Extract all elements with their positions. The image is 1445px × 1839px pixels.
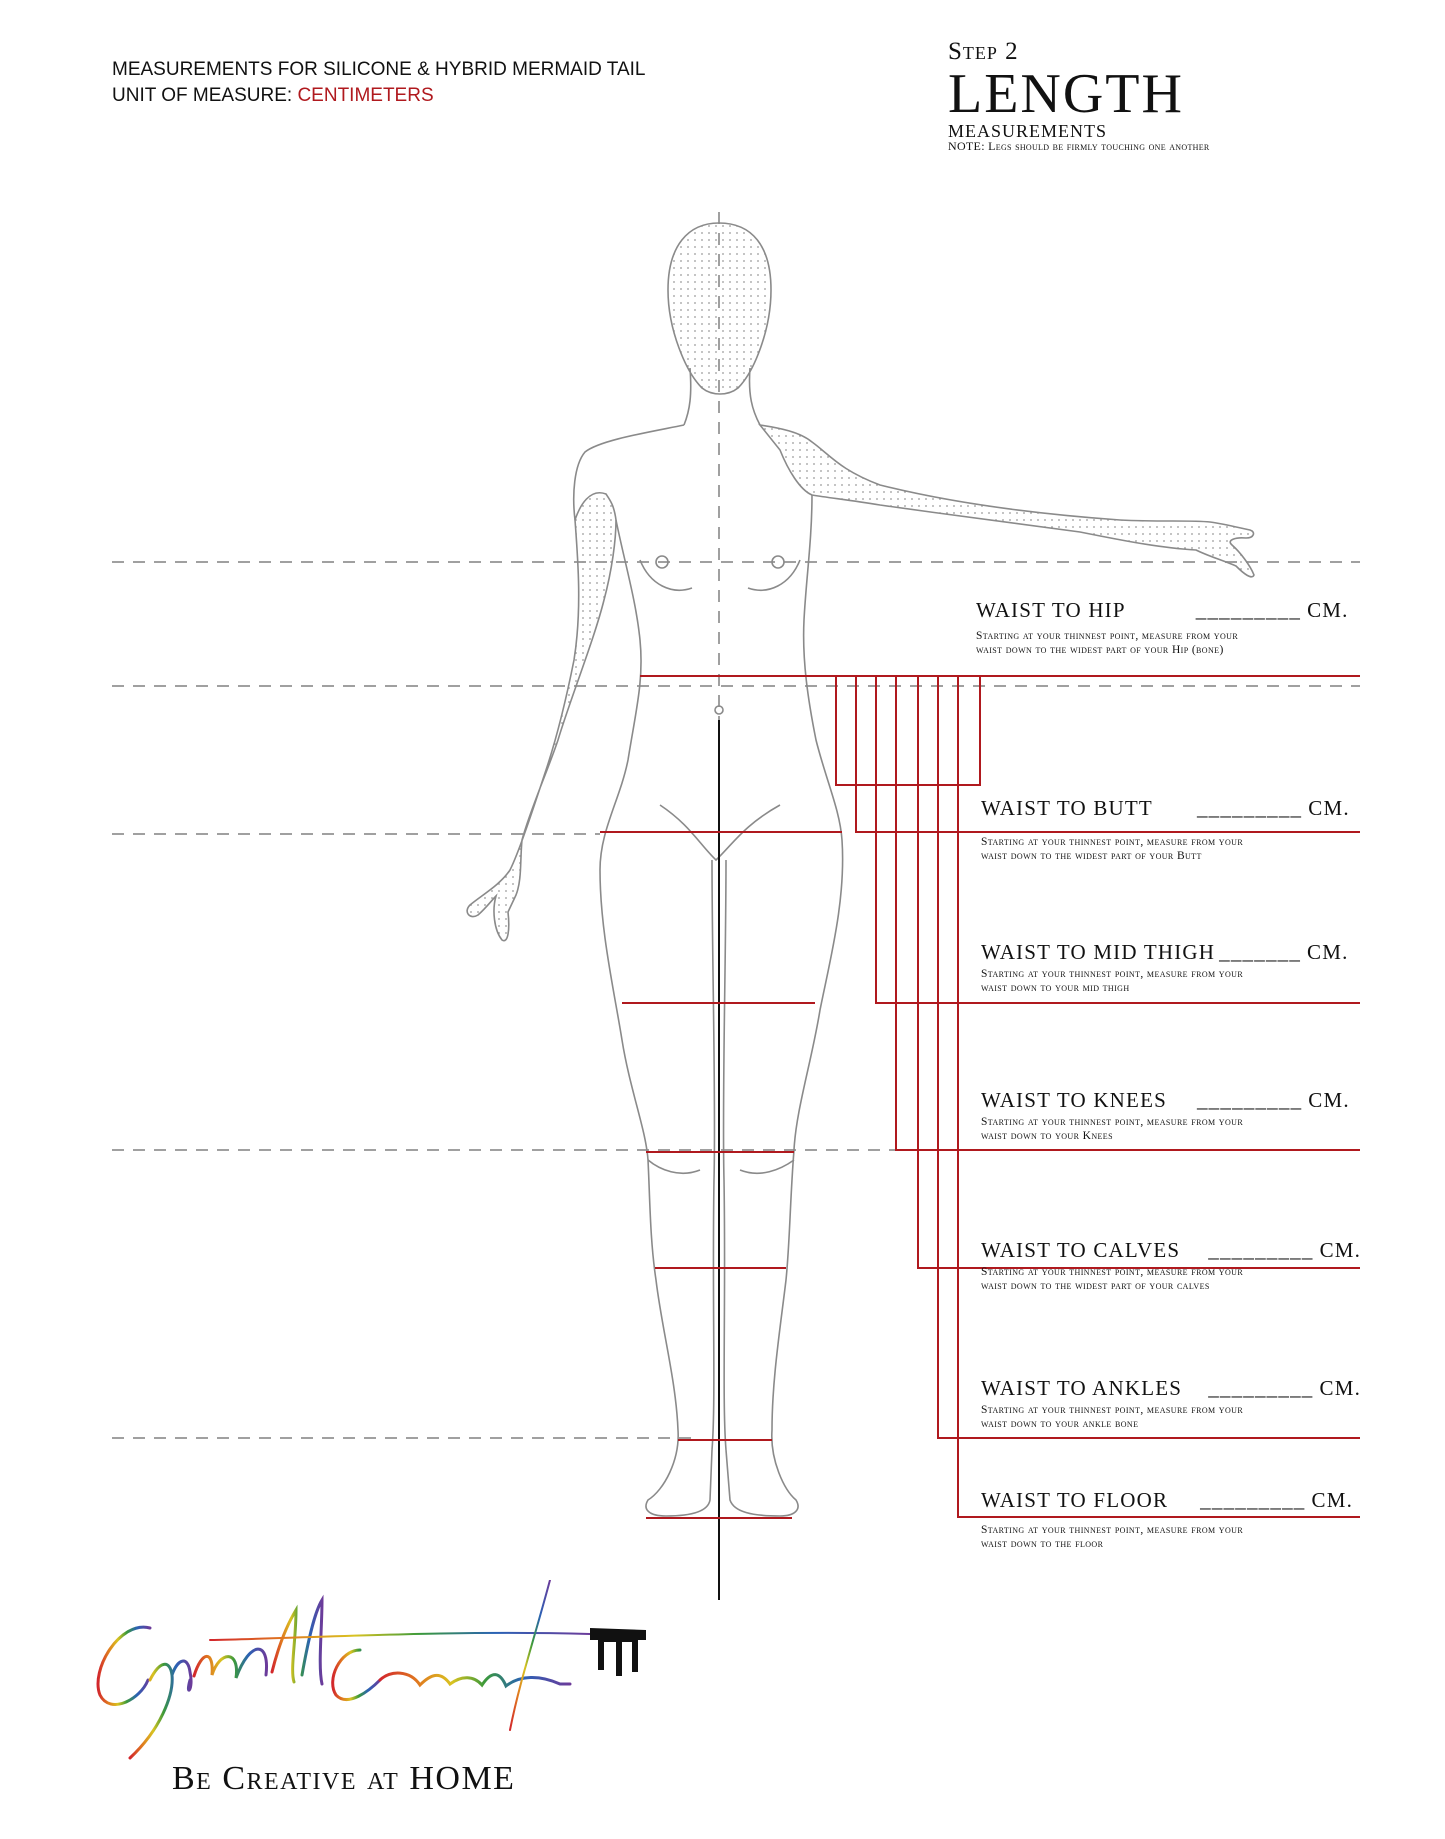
knee-left bbox=[648, 1160, 700, 1173]
leg-inner-left bbox=[712, 860, 715, 1450]
leg-right-outer bbox=[726, 840, 843, 1516]
left-arm bbox=[467, 493, 616, 941]
logo-stroke-reations bbox=[380, 1673, 570, 1686]
logo-drip-mark bbox=[590, 1628, 646, 1676]
unit-of-measure: UNIT OF MEASURE: CENTIMETERS bbox=[112, 85, 434, 106]
figure-outline bbox=[467, 223, 1254, 1516]
measurement-waist-to-mid-thigh: WAIST TO MID THIGH _______ CM. Starting at your thinnest point, measure from your waist down to your mid thigh bbox=[981, 940, 1349, 994]
right-arm bbox=[760, 425, 1254, 577]
brand-tagline: Be Creative at HOME bbox=[172, 1760, 516, 1797]
logo-flourish bbox=[510, 1580, 550, 1730]
bust-left bbox=[640, 560, 692, 590]
measurement-waist-to-hip: WAIST TO HIP _________ CM. Starting at your thinnest point, measure from your waist down to the widest part of your Hip (bone) bbox=[976, 598, 1349, 656]
logo-stroke-c2 bbox=[333, 1650, 380, 1700]
unit-value: CENTIMETERS bbox=[297, 85, 434, 106]
logo-signature bbox=[98, 1580, 590, 1758]
leg-left-outer bbox=[600, 870, 712, 1516]
navel bbox=[715, 706, 723, 714]
neck-right bbox=[749, 368, 760, 425]
sheet-title: MEASUREMENTS FOR SILICONE & HYBRID MERMAID TAIL bbox=[112, 59, 646, 80]
measurement-waist-to-calves: WAIST TO CALVES _________ CM. Starting at your thinnest point, measure from your waist down to the widest part of your calves bbox=[981, 1238, 1362, 1292]
leg-inner-right bbox=[723, 860, 726, 1450]
bust-right bbox=[748, 560, 800, 590]
logo-stroke-nt bbox=[194, 1649, 267, 1678]
logo-stroke-ll bbox=[272, 1600, 322, 1684]
entry-blank: _________ bbox=[1195, 598, 1302, 622]
brand-logo bbox=[90, 1580, 710, 1760]
head bbox=[668, 223, 771, 394]
entry-blank: _________ bbox=[1196, 796, 1303, 820]
step-title: LENGTH bbox=[948, 63, 1184, 125]
logo-stroke-c bbox=[98, 1627, 150, 1704]
logo-stroke-y bbox=[130, 1661, 191, 1758]
measurement-waist-to-butt: WAIST TO BUTT _________ CM. Starting at your thinnest point, measure from your waist down to the widest part of your Butt bbox=[981, 796, 1350, 862]
measurement-waist-to-ankles: WAIST TO ANKLES _________ CM. Starting at your thinnest point, measure from your waist down to your ankle bone bbox=[981, 1376, 1362, 1430]
knee-right bbox=[740, 1160, 794, 1173]
neck-left bbox=[684, 368, 691, 425]
step-subtitle: MEASUREMENTS bbox=[948, 121, 1108, 141]
entry-blank: _________ bbox=[1200, 1488, 1306, 1512]
entry-blank: _________ bbox=[1208, 1238, 1314, 1262]
torso-right bbox=[804, 495, 842, 840]
entry-blank: _________ bbox=[1196, 1088, 1303, 1112]
entry-blank: _________ bbox=[1208, 1376, 1314, 1400]
measurement-waist-to-knees: WAIST TO KNEES _________ CM. Starting at your thinnest point, measure from your waist down to your Knees bbox=[981, 1088, 1350, 1142]
entry-blank: _______ bbox=[1219, 940, 1302, 964]
step-note: NOTE: Legs should be firmly touching one another bbox=[948, 139, 1210, 153]
step-label: Step 2 bbox=[948, 38, 1019, 65]
knee-connector bbox=[896, 676, 1360, 1150]
measurement-waist-to-floor: WAIST TO FLOOR _________ CM. Starting at your thinnest point, measure from your waist down to the floor bbox=[981, 1488, 1354, 1550]
